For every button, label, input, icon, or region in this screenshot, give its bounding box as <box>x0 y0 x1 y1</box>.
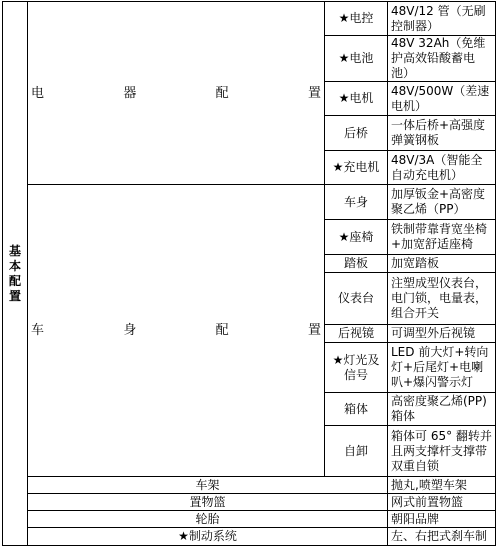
item-label: ★电控 <box>325 2 388 36</box>
category-cell <box>3 2 28 546</box>
item-desc: 注塑成型仪表台，电门锁，电量表，组合开关 <box>388 273 496 325</box>
group-electrical-label: 电 器 配 置 <box>31 85 321 101</box>
item-label: 箱体 <box>325 393 388 426</box>
item-desc: 高密度聚乙烯(PP)箱体 <box>388 393 496 426</box>
item-desc: 网式前置物篮 <box>388 494 496 511</box>
item-label: 后桥 <box>325 116 388 151</box>
item-label: 仪表台 <box>325 273 388 325</box>
table-row <box>3 477 496 494</box>
item-desc: 48V/500W（差速电机） <box>388 82 496 116</box>
item-desc: 加宽踏板 <box>388 255 496 273</box>
item-label: 车架 <box>28 477 388 494</box>
item-desc: 箱体可 65° 翻转并且两支撑杆支撑带双重自锁 <box>388 426 496 477</box>
item-desc: 加厚钣金+高密度聚乙烯（PP） <box>388 185 496 220</box>
item-label: 轮胎 <box>28 511 388 528</box>
table-row <box>3 494 496 511</box>
table-row <box>3 528 496 546</box>
item-desc: 48V/12 管（无刷控制器） <box>388 2 496 36</box>
group-body <box>28 185 325 477</box>
spec-table <box>2 1 496 546</box>
item-label: 车身 <box>325 185 388 220</box>
table-row <box>3 185 496 220</box>
item-label: ★座椅 <box>325 220 388 255</box>
item-label: ★电机 <box>325 82 388 116</box>
item-desc: 抛丸,喷塑车架 <box>388 477 496 494</box>
item-desc: 一体后桥+高强度弹簧钢板 <box>388 116 496 151</box>
item-desc: 48V 32Ah（免维护高效铅酸蓄电池） <box>388 36 496 82</box>
item-desc: 48V/3A（智能全自动充电机） <box>388 151 496 185</box>
item-label: 后视镜 <box>325 325 388 343</box>
category-char: 本 <box>8 258 21 273</box>
item-desc: 朝阳品牌 <box>388 511 496 528</box>
item-label: ★充电机 <box>325 151 388 185</box>
category-char: 基 <box>8 243 21 258</box>
group-electrical <box>28 2 325 185</box>
group-body-label: 车 身 配 置 <box>31 323 321 338</box>
table-row <box>3 511 496 528</box>
item-desc: 左、右把式刹车制 <box>388 528 496 546</box>
item-label: 自卸 <box>325 426 388 477</box>
item-label: 置物篮 <box>28 494 388 511</box>
category-char: 配 <box>8 273 21 288</box>
item-desc: 铁制带靠背宽坐椅+加宽舒适座椅 <box>388 220 496 255</box>
table-row <box>3 2 496 36</box>
category-char: 置 <box>8 288 21 303</box>
item-desc: 可调型外后视镜 <box>388 325 496 343</box>
item-label: ★制动系统 <box>28 528 388 546</box>
item-label: 踏板 <box>325 255 388 273</box>
item-label: ★灯光及信号 <box>325 343 388 393</box>
item-label: ★电池 <box>325 36 388 82</box>
item-desc: LED 前大灯+转向灯+后尾灯+电喇叭+爆闪警示灯 <box>388 343 496 393</box>
